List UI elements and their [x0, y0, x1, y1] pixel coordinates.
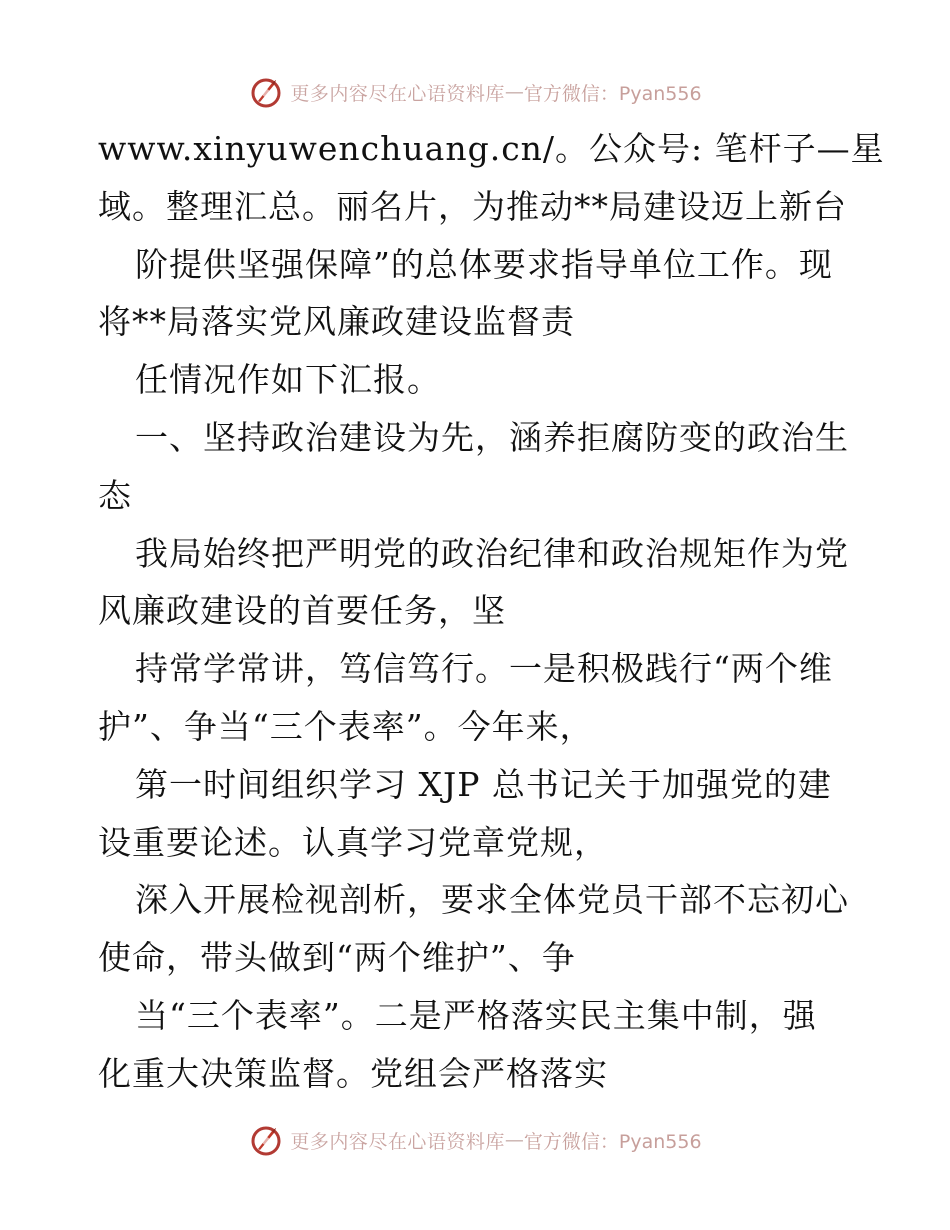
banner-contact: 官方微信：Pyan556: [523, 82, 702, 105]
section-heading: 一、坚持政治建设为先，涵养拒腐防变的政治生: [135, 417, 849, 457]
body-line: 深入开展检视剖析，要求全体党员干部不忘初心: [135, 880, 849, 920]
banner-contact: 官方微信：Pyan556: [523, 1130, 702, 1153]
body-line: 化重大决策监督。党组会严格落实: [98, 1053, 608, 1093]
body-line: 设重要论述。认真学习党章党规，: [98, 822, 608, 862]
body-line: 风廉政建设的首要任务，坚: [98, 591, 506, 631]
banner-separator: —: [504, 81, 524, 103]
body-line: 将**局落实党风廉政建设监督责: [98, 302, 575, 342]
body-line: 第一时间组织学习 XJP 总书记关于加强党的建: [135, 764, 832, 804]
body-line: 持常学常讲，笃信笃行。一是积极践行“两个维: [135, 649, 833, 689]
body-line: 当“三个表率”。二是严格落实民主集中制，强: [135, 995, 817, 1035]
body-line: 任情况作如下汇报。: [135, 360, 441, 400]
body-line: 阶提供坚强保障”的总体要求指导单位工作。现: [135, 244, 833, 284]
banner-separator: —: [504, 1129, 524, 1151]
document-body: [98, 120, 885, 1103]
body-line: www.xinyuwenchuang.cn/。公众号: 笔杆子—星: [98, 129, 885, 168]
body-line: 使命，带头做到“两个维护”、争: [98, 938, 576, 978]
header-banner: [0, 72, 950, 112]
quill-pen-circle-logo-icon: [248, 74, 284, 110]
footer-banner: [0, 1120, 950, 1160]
section-heading-continuation: 态: [98, 475, 132, 515]
banner-text: 更多内容尽在心语资料库: [290, 82, 505, 105]
body-line: 域。整理汇总。丽名片，为推动**局建设迈上新台: [98, 186, 847, 226]
body-line: 护”、争当“三个表率”。今年来，: [98, 706, 594, 746]
banner-text: 更多内容尽在心语资料库: [290, 1130, 505, 1153]
quill-pen-circle-logo-icon: [248, 1122, 284, 1158]
body-line: 我局始终把严明党的政治纪律和政治规矩作为党: [135, 533, 849, 573]
